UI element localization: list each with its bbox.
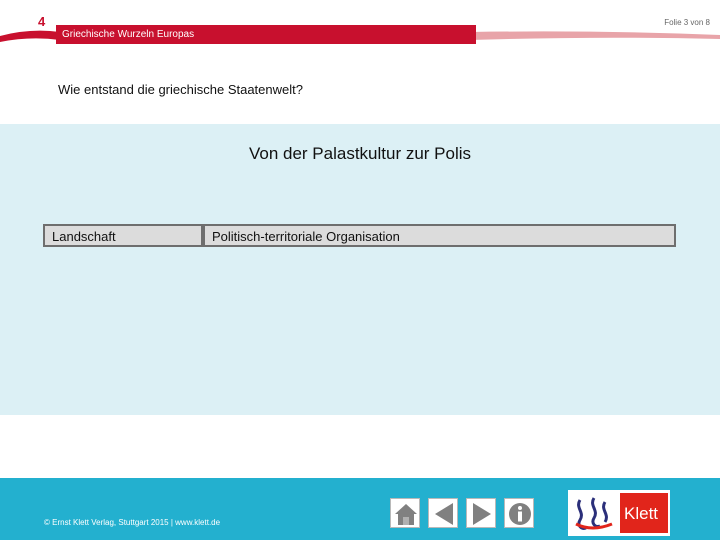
chapter-title: Griechische Wurzeln Europas	[62, 29, 195, 40]
back-button[interactable]	[428, 498, 458, 528]
klett-wordmark	[620, 493, 668, 533]
column-header-landscape: Landschaft	[43, 224, 203, 247]
home-button[interactable]	[390, 498, 420, 528]
chapter-banner	[56, 25, 476, 44]
content-title: Von der Palastkultur zur Polis	[248, 144, 472, 163]
klett-logo	[568, 490, 670, 536]
back-arrow-icon	[429, 499, 459, 529]
klett-emblem-icon	[572, 494, 618, 534]
column-header-political-organisation: Politisch-territoriale Organisation	[203, 224, 676, 247]
forward-arrow-icon	[467, 499, 497, 529]
home-icon	[391, 499, 421, 529]
question-heading: Wie entstand die griechische Staatenwelt?	[58, 82, 303, 97]
forward-button[interactable]	[466, 498, 496, 528]
content-area	[0, 124, 720, 415]
chapter-number: 4	[38, 14, 46, 29]
klett-wordmark-text: Klett	[624, 504, 659, 523]
copyright-text: © Ernst Klett Verlag, Stuttgart 2015 | www.klett.de	[44, 518, 221, 527]
footer	[0, 478, 720, 540]
info-button[interactable]	[504, 498, 534, 528]
info-icon	[505, 499, 535, 529]
slide-counter: Folie 3 von 8	[664, 18, 710, 27]
